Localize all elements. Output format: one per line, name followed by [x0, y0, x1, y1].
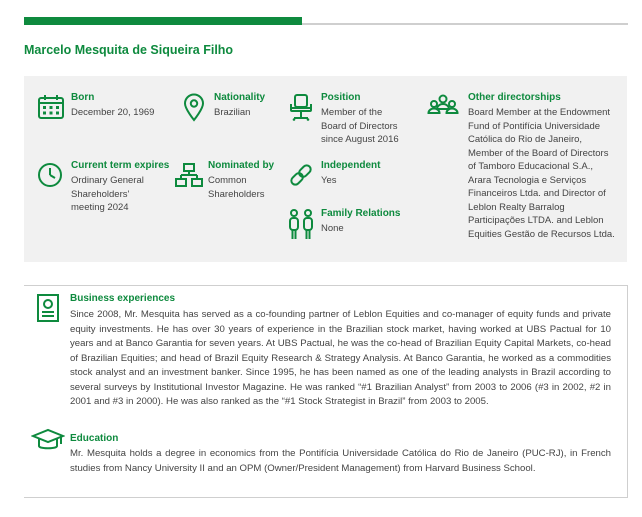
section-divider — [24, 285, 627, 286]
position-value: Member of the Board of Directors since August 2016 — [321, 107, 399, 145]
current-term-value: Ordinary General Shareholders' meeting 2024 — [71, 175, 144, 213]
graduation-cap-icon — [31, 428, 65, 452]
nominated-by-card — [174, 160, 294, 210]
nationality-value: Brazilian — [214, 107, 251, 118]
header-accent-bar — [24, 17, 302, 25]
group-people-icon — [426, 92, 456, 122]
nominated-by-value: Common Shareholders — [208, 175, 265, 200]
hierarchy-icon — [174, 160, 204, 190]
chain-link-icon — [286, 160, 316, 190]
page-title: Marcelo Mesquita de Siqueira Filho — [24, 43, 234, 57]
section-right-rule — [627, 285, 628, 497]
family-relations-value: None — [321, 223, 344, 234]
nominated-by-label: Nominated by — [208, 160, 275, 171]
independent-card — [286, 160, 406, 200]
profile-info-panel — [24, 76, 627, 262]
other-directorships-label: Other directorships — [468, 92, 561, 103]
education-text: Mr. Mesquita holds a degree in economics from the Pontifícia Universidade Católica do Rio de Janeiro (PUC-RJ), in French studies from Nancy University II and an OPM (Owner/President Management) from Harvard Business School. — [70, 448, 611, 474]
nationality-label: Nationality — [214, 92, 266, 103]
position-card — [286, 92, 406, 152]
other-directorships-value: Board Member at the Endowment Fund of Pontifícia Universidade Católica do Rio de Janeiro, Member of the Board of Directors of Tamboro Educacional S.A., Arara Tecnologia e Serviços Financeiros Ltda. and Director of Leblon Realty Barralog Participações LTDA. and Leblon Equities Gestão de Recursos Ltda. — [468, 107, 615, 240]
clock-icon — [36, 160, 66, 190]
business-experiences-text: Since 2008, Mr. Mesquita has served as a co-founding partner of Leblon Equities and co-manager of equity funds and private equity investments. He has over 30 years of experience in the Brazilian stock market, having worked at UBS Pactual for 10 years and at Banco Garantia for seven years. At UBS Pactual, he was the co-head of Brazilian Equity Capital Markets, co-head of Brazilian Equities; and head of Brazil Equity Research & Strategy Analysis. At Banco Garantia, he worked as a commodities stock analyst and an investment banker. Since 1995, he has been named as one of the leading analysts in Brazil according to several surveys by Institutional Investor Magazine. He was ranked “#1 Brazilian Analyst” from 2003 to 2006 (#3 in 2002, #2 in 2001 and #3 in 2000). He was also ranked as the “#1 Stock Strategist in Brazil” from 2003 to 2005. — [70, 309, 611, 407]
current-term-label: Current term expires — [71, 160, 170, 171]
calendar-icon — [36, 92, 66, 122]
other-directorships-card — [426, 92, 622, 257]
office-chair-icon — [286, 92, 316, 122]
location-pin-icon — [179, 92, 209, 122]
section-bottom-rule — [24, 497, 628, 498]
born-label: Born — [71, 92, 95, 103]
nationality-card — [179, 92, 289, 132]
independent-value: Yes — [321, 175, 337, 186]
independent-label: Independent — [321, 160, 381, 171]
family-relations-label: Family Relations — [321, 208, 401, 219]
current-term-card — [36, 160, 176, 220]
header-rule — [302, 23, 628, 25]
certificate-icon — [36, 293, 60, 323]
position-label: Position — [321, 92, 361, 103]
born-card — [36, 92, 166, 132]
business-experiences-title: Business experiences — [70, 293, 176, 304]
family-relations-card — [286, 208, 416, 253]
born-value: December 20, 1969 — [71, 107, 155, 118]
family-icon — [286, 208, 316, 238]
education-title: Education — [70, 433, 119, 444]
